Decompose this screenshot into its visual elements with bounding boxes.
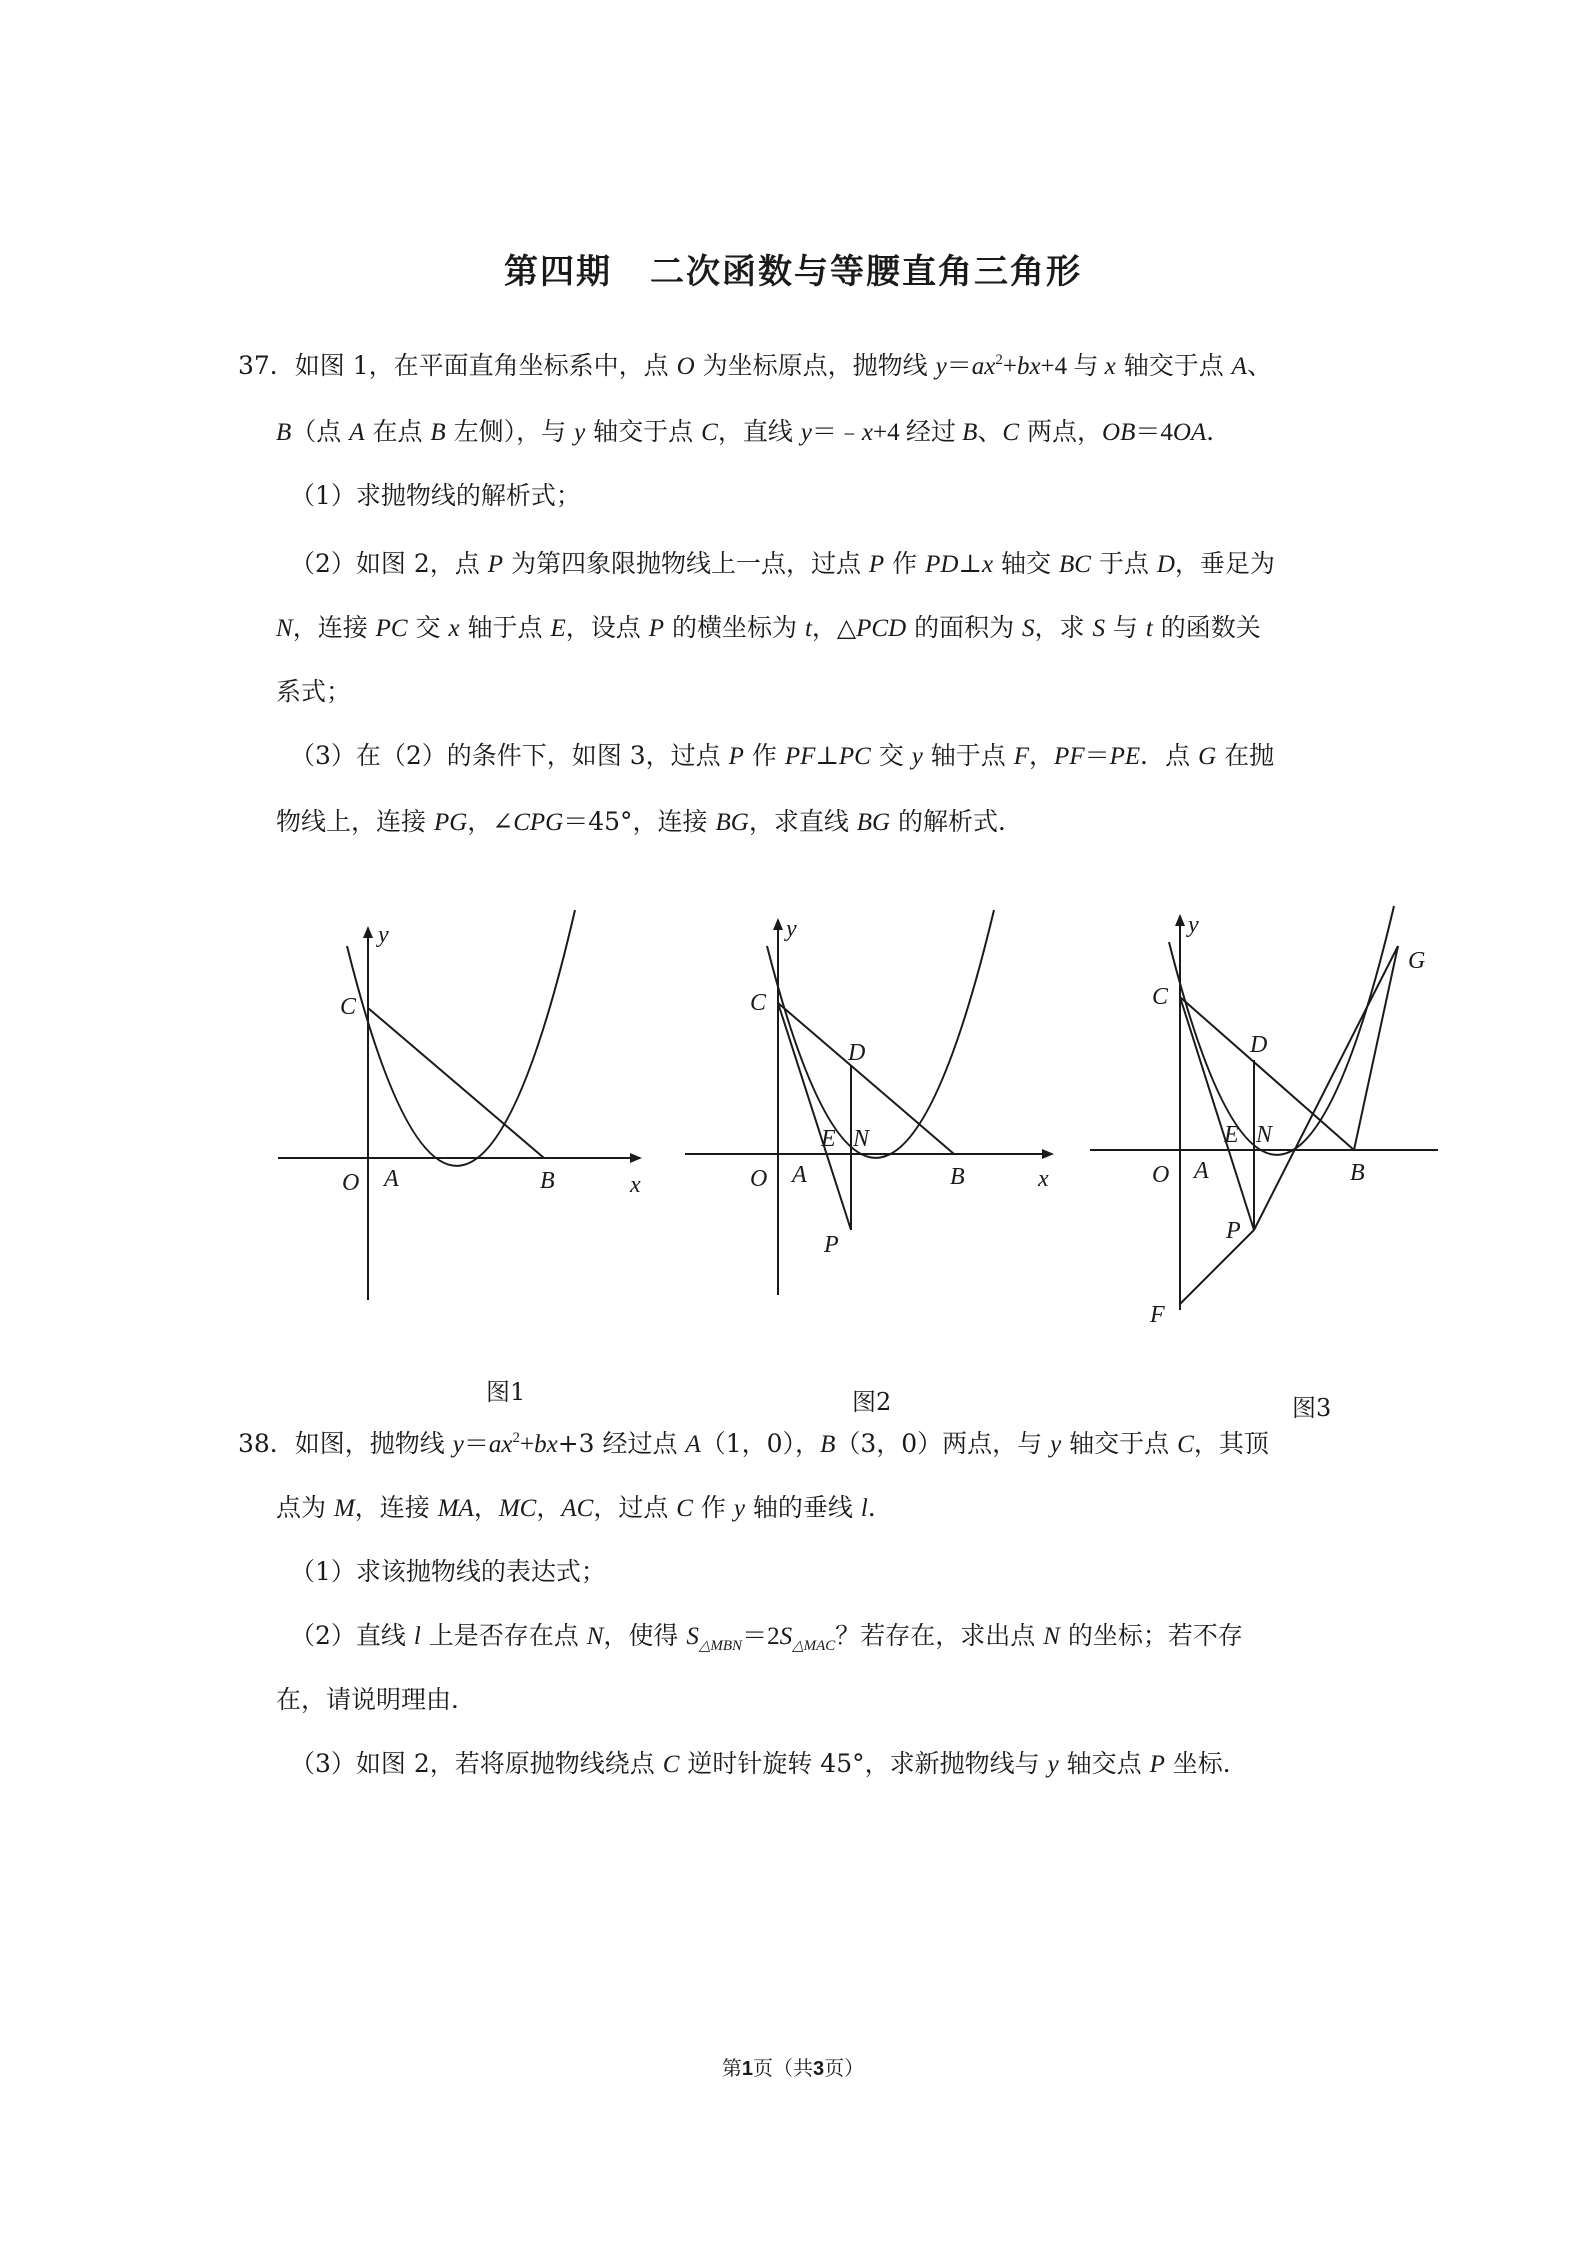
fig3-line-pg: [1254, 946, 1398, 1230]
fig1-label-x: x: [630, 1172, 641, 1198]
page-footer: 第1页（共3页）: [721, 2056, 865, 2080]
fig3-caption: 图3: [1292, 1394, 1332, 1422]
fig3-label-o: O: [1152, 1162, 1170, 1188]
fig3-label-e: E: [1224, 1122, 1239, 1148]
fig2-label-y: y: [786, 916, 797, 942]
fig3-label-a: A: [1194, 1158, 1209, 1184]
fig3-label-b: B: [1350, 1160, 1365, 1186]
q37-part3-line2: 物线上，连接 PG，∠CPG＝45°，连接 BG，求直线 BG 的解析式．: [276, 807, 1024, 836]
q37-part2-line2: N，连接 PC 交 x 轴于点 E，设点 P 的横坐标为 t，△PCD 的面积为 S，求 S 与 t 的函数关: [276, 613, 1261, 642]
q37-part1: （1）求抛物线的解析式；: [290, 481, 581, 510]
fig2-label-b: B: [950, 1164, 965, 1190]
q37-part3-line1: （3）在（2）的条件下，如图 3，过点 P 作 PF⊥PC 交 y 轴于点 F，PF＝PE．点 G 在抛: [290, 741, 1275, 770]
fig3-label-f: F: [1150, 1302, 1165, 1328]
fig3-label-d: D: [1250, 1032, 1268, 1058]
fig2-label-p: P: [824, 1232, 839, 1258]
fig2-label-d: D: [848, 1040, 866, 1066]
page-title: 第四期 二次函数与等腰直角三角形: [504, 252, 1082, 292]
q38-part2-line2: 在，请说明理由．: [276, 1685, 477, 1714]
fig1-parabola: [347, 910, 575, 1166]
fig2-label-o: O: [750, 1166, 768, 1192]
fig1-line-bc: [368, 1008, 544, 1158]
figures: [270, 900, 1450, 1422]
fig3-label-y: y: [1188, 912, 1199, 938]
fig2-label-e: E: [821, 1126, 836, 1152]
fig2-line-pc: [778, 1003, 851, 1230]
fig3-label-c: C: [1152, 984, 1169, 1010]
fig2-label-c: C: [750, 990, 767, 1016]
fig2-label-a: A: [792, 1162, 807, 1188]
fig3-label-g: G: [1408, 948, 1426, 974]
fig1-caption: 图1: [486, 1378, 526, 1406]
fig1-label-c: C: [340, 994, 357, 1020]
fig3-line-pc: [1180, 997, 1254, 1230]
figures-drawing: [270, 900, 1450, 1360]
fig2-label-n: N: [853, 1126, 870, 1152]
q37-part2-line1: （2）如图 2，点 P 为第四象限抛物线上一点，过点 P 作 PD⊥x 轴交 BC 于点 D，垂足为: [290, 549, 1275, 578]
fig1-label-y: y: [378, 922, 389, 948]
fig1-label-a: A: [384, 1166, 399, 1192]
q37-part2-line3: 系式；: [276, 677, 352, 706]
q38-part2-line1: （2）直线 l 上是否存在点 N，使得 $S_{\triangle MBN}=2S_{\triangle MAC}$？若存在，求出点 N 的坐标；若不存: [290, 1621, 1243, 1654]
fig1-label-o: O: [342, 1170, 360, 1196]
fig1-label-b: B: [540, 1168, 555, 1194]
fig3-label-p: P: [1226, 1218, 1241, 1244]
fig3-line-pf: [1180, 1230, 1254, 1304]
fig2-label-x: x: [1038, 1166, 1049, 1192]
q38-line2: 点为 M，连接 MA，MC，AC，过点 C 作 y 轴的垂线 l．: [276, 1493, 893, 1522]
figure-1: [278, 910, 641, 1300]
q37-line2: B（点 A 在点 B 左侧），与 y 轴交于点 C，直线 y＝﹣x+4 经过 B、C 两点，OB＝4OA．: [276, 417, 1232, 446]
q38-part3: （3）如图 2，若将原抛物线绕点 C 逆时针旋转 45°，求新抛物线与 y 轴交点 P 坐标．: [290, 1749, 1248, 1778]
figure-3: [1090, 906, 1438, 1328]
q38-part1: （1）求该抛物线的表达式；: [290, 1557, 606, 1586]
fig2-parabola: [767, 910, 994, 1158]
q37-line1: 37．如图 1，在平面直角坐标系中，点 O 为坐标原点，抛物线 $y=ax^2+bx+4$ 与 x 轴交于点 A、: [238, 351, 1272, 380]
q38-line1: 38．如图，抛物线 $y=ax^2+bx+3$ 经过点 A（1，0），B（3，0）两点，与 y 轴交于点 C，其顶: [238, 1429, 1269, 1458]
figure-2: [685, 910, 1052, 1295]
fig2-caption: 图2: [852, 1388, 892, 1416]
fig3-label-n: N: [1256, 1122, 1273, 1148]
